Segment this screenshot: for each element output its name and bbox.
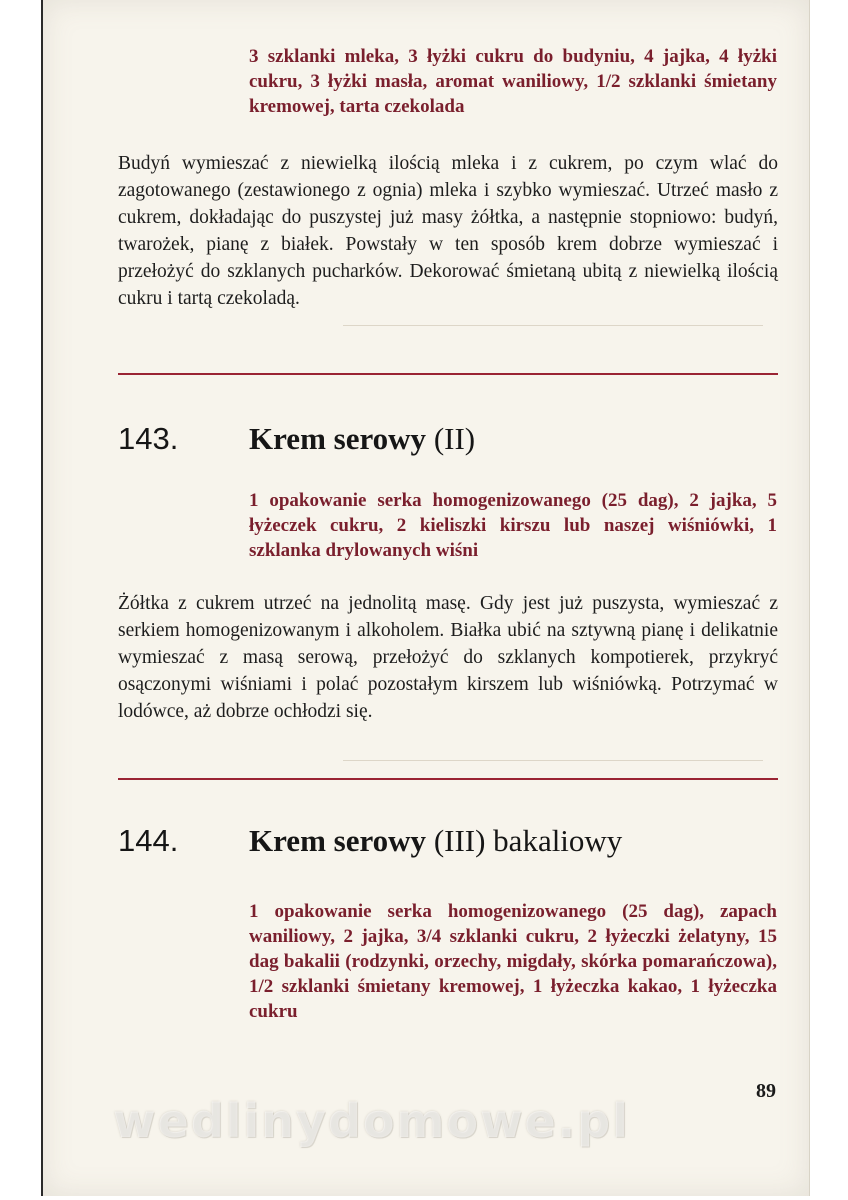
recipe-144-title-main: Krem serowy xyxy=(249,823,427,858)
recipe-144-number: 144. xyxy=(118,823,179,858)
recipe-142-ingredients: 3 szklanki mleka, 3 łyżki cukru do budyniu, 4 jajka, 4 łyżki cukru, 3 łyżki masła, aromat waniliowy, 1/2 szklanki śmietany kremowej, tarta czekolada xyxy=(249,46,777,117)
book-page xyxy=(41,0,810,1196)
show-through-rule xyxy=(343,760,763,761)
section-divider xyxy=(118,778,778,780)
recipe-142-instructions: Budyń wymieszać z niewielką ilością mleka i z cukrem, po czym wlać do zagotowanego (zestawionego z ognia) mleka i szybko wymieszać. Utrzeć masło z cukrem, dokładając do puszystej już masy żółtka, a następnie stopniowo: budyń, twarożek, pianę z białek. Powstały w ten sposób krem dobrze wymieszać i przełożyć do szklanych pucharków. Dekorować śmietaną ubitą z niewielką ilością cukru i tartą czekoladą. xyxy=(118,153,778,309)
watermark-text: wedlinydomowe.pl xyxy=(113,1094,630,1148)
recipe-143-number: 143. xyxy=(118,421,179,456)
section-divider xyxy=(118,373,778,375)
recipe-144-title xyxy=(249,823,622,859)
show-through-rule xyxy=(343,325,763,326)
recipe-143-title-suffix: (II) xyxy=(426,421,476,456)
recipe-144-ingredients: 1 opakowanie serka homogenizowanego (25 dag), zapach waniliowy, 2 jajka, 3/4 szklanki cukru, 2 łyżeczki żelatyny, 15 dag bakalii (rodzynki, orzechy, migdały, skórka pomarańczowa), 1/2 szklanki śmietany kremowej, 1 łyżeczka kakao, 1 łyżeczka cukru xyxy=(249,901,777,1022)
recipe-144-title-suffix: (III) bakaliowy xyxy=(426,823,623,858)
page-number: 89 xyxy=(756,1080,776,1102)
recipe-143-title xyxy=(249,421,475,457)
recipe-143-instructions: Żółtka z cukrem utrzeć na jednolitą masę. Gdy jest już puszysta, wymieszać z serkiem homogenizowanym i alkoholem. Białka ubić na sztywną pianę i delikatnie wymieszać z masą serową, przełożyć do szklanych kompotierek, przykryć osączonymi wiśniami i polać pozostałym kirszem lub wiśniówką. Potrzymać w lodówce, aż dobrze ochłodzi się. xyxy=(118,593,778,722)
recipe-143-title-main: Krem serowy xyxy=(249,421,427,456)
recipe-143-ingredients: 1 opakowanie serka homogenizowanego (25 dag), 2 jajka, 5 łyżeczek cukru, 2 kieliszki kirszu lub naszej wiśniówki, 1 szklanka drylowanych wiśni xyxy=(249,490,777,561)
